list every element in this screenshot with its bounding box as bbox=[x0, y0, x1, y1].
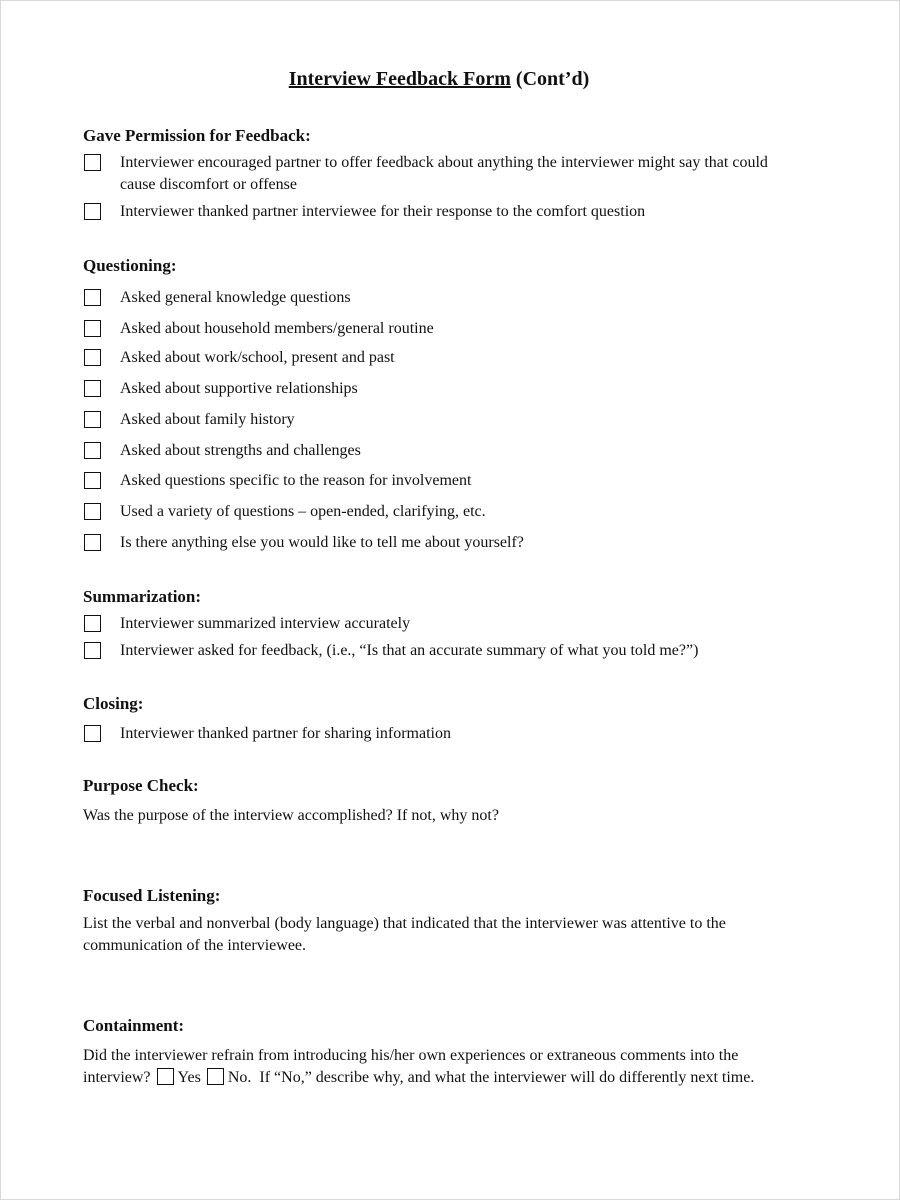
checkbox[interactable] bbox=[84, 154, 101, 171]
summarization-heading: Summarization: bbox=[83, 587, 202, 606]
yes-checkbox[interactable] bbox=[157, 1068, 174, 1085]
page-title bbox=[0, 68, 878, 91]
item-label: Asked general knowledge questions bbox=[120, 289, 351, 306]
checkbox[interactable] bbox=[84, 503, 101, 520]
item-label: Asked questions specific to the reason for involvement bbox=[120, 472, 472, 489]
checklist-item[interactable] bbox=[84, 532, 804, 554]
checkbox[interactable] bbox=[84, 642, 101, 659]
listening-heading: Focused Listening: bbox=[83, 886, 221, 905]
checkbox[interactable] bbox=[84, 442, 101, 459]
containment-question bbox=[83, 1045, 803, 1089]
checkbox[interactable] bbox=[84, 349, 101, 366]
checklist-item[interactable] bbox=[84, 201, 804, 223]
item-label: Interviewer encouraged partner to offer feedback about anything the interviewer might say that could cause discomfort or offense bbox=[120, 154, 768, 193]
containment-text-after: If “No,” describe why, and what the interviewer will do differently next time. bbox=[259, 1069, 755, 1086]
item-label: Interviewer summarized interview accurately bbox=[120, 615, 411, 632]
closing-heading: Closing: bbox=[83, 694, 144, 713]
item-label: Used a variety of questions – open-ended, clarifying, etc. bbox=[120, 503, 486, 520]
item-label: Asked about work/school, present and past bbox=[120, 349, 395, 366]
no-label: No. bbox=[227, 1069, 252, 1086]
item-label: Interviewer asked for feedback, (i.e., “Is that an accurate summary of what you told me?”) bbox=[120, 642, 699, 659]
checkbox[interactable] bbox=[84, 615, 101, 632]
item-label: Asked about household members/general routine bbox=[120, 320, 434, 337]
permission-heading: Gave Permission for Feedback: bbox=[83, 126, 311, 145]
checkbox[interactable] bbox=[84, 203, 101, 220]
checklist-item[interactable] bbox=[84, 318, 804, 340]
checkbox[interactable] bbox=[84, 472, 101, 489]
checkbox[interactable] bbox=[84, 380, 101, 397]
purpose-question: Was the purpose of the interview accomplished? If not, why not? bbox=[83, 807, 499, 824]
purpose-heading: Purpose Check: bbox=[83, 776, 199, 795]
item-label: Asked about family history bbox=[120, 411, 295, 428]
no-checkbox[interactable] bbox=[207, 1068, 224, 1085]
containment-heading: Containment: bbox=[83, 1016, 185, 1035]
checklist-item[interactable] bbox=[84, 470, 804, 492]
checklist-item[interactable] bbox=[84, 347, 804, 369]
item-label: Is there anything else you would like to tell me about yourself? bbox=[120, 534, 524, 551]
listening-question: List the verbal and nonverbal (body language) that indicated that the interviewer was attentive to the communication of the interviewee. bbox=[83, 915, 726, 954]
checkbox[interactable] bbox=[84, 320, 101, 337]
checkbox[interactable] bbox=[84, 411, 101, 428]
containment-text-before: Did the interviewer refrain from introducing his/her own experiences or extraneous comments into the interview? bbox=[83, 1047, 739, 1086]
checklist-item[interactable] bbox=[84, 287, 804, 309]
checklist-item[interactable] bbox=[84, 409, 804, 431]
item-label: Asked about strengths and challenges bbox=[120, 442, 361, 459]
yes-label: Yes bbox=[177, 1069, 201, 1086]
checklist-item[interactable] bbox=[84, 378, 804, 400]
checkbox[interactable] bbox=[84, 725, 101, 742]
questioning-heading: Questioning: bbox=[83, 256, 177, 275]
checklist-item[interactable] bbox=[84, 152, 804, 196]
item-label: Asked about supportive relationships bbox=[120, 380, 358, 397]
title-suffix: (Cont’d) bbox=[510, 68, 590, 90]
checkbox[interactable] bbox=[84, 534, 101, 551]
item-label: Interviewer thanked partner for sharing information bbox=[120, 725, 451, 742]
item-label: Interviewer thanked partner interviewee for their response to the comfort question bbox=[120, 203, 646, 220]
checklist-item[interactable] bbox=[84, 440, 804, 462]
checklist-item[interactable] bbox=[84, 613, 804, 635]
checklist-item[interactable] bbox=[84, 640, 804, 662]
checklist-item[interactable] bbox=[84, 501, 804, 523]
checklist-item[interactable] bbox=[84, 723, 804, 745]
title-main: Interview Feedback Form bbox=[288, 68, 511, 90]
checkbox[interactable] bbox=[84, 289, 101, 306]
